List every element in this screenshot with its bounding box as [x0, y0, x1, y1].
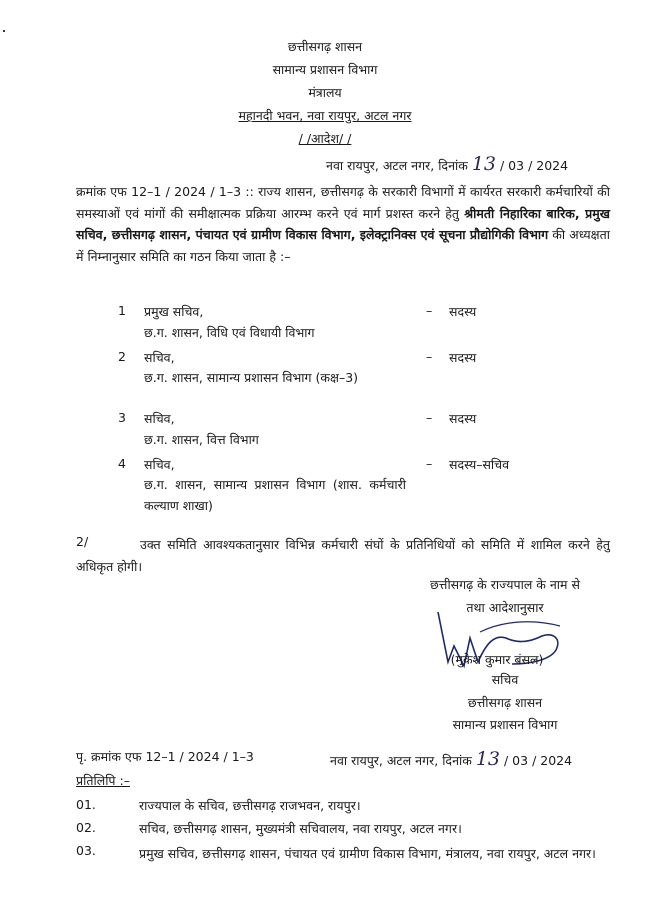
member-number: 3: [118, 410, 126, 425]
copy-to-label: प्रतिलिपि :–: [76, 773, 130, 788]
endorsement-date-suffix: / 03 / 2024: [504, 753, 573, 768]
member-number: 4: [118, 456, 126, 471]
order-title: / /आदेश/ /: [298, 131, 352, 146]
copy-item-number: 02.: [76, 820, 96, 835]
header-ministry: मंत्रालय: [308, 85, 342, 100]
date-day-handwritten: 13: [471, 153, 497, 175]
member-title: सचिव,: [144, 350, 175, 365]
copy-item-text: राज्यपाल के सचिव, छत्तीसगढ़ राजभवन, रायपुर।: [139, 798, 361, 813]
member-dash: –: [426, 456, 433, 471]
date-prefix: नवा रायपुर, अटल नगर, दिनांक: [326, 158, 468, 173]
member-role: सदस्य: [449, 411, 477, 426]
member-title: प्रमुख सचिव,: [144, 304, 204, 319]
signatory-govt: छत्तीसगढ़ शासन: [467, 695, 543, 710]
para2-number: 2/: [76, 534, 89, 549]
member-department: छ.ग. शासन, विधि एवं विधायी विभाग: [144, 325, 315, 340]
endorsement-date: [330, 748, 572, 770]
header-department: सामान्य प्रशासन विभाग: [272, 62, 378, 77]
member-role: सदस्य–सचिव: [449, 457, 510, 472]
date-suffix: / 03 / 2024: [500, 158, 569, 173]
member-department: छ.ग. शासन, वित्त विभाग: [144, 432, 259, 447]
signatory-name: (मुकेश कुमार बंसल): [450, 652, 544, 667]
header-address: महानदी भवन, नवा रायपुर, अटल नगर: [238, 108, 412, 123]
order-text-part2: की अध्यक्षता में निम्नानुसार समिति का गठन किया जाता है :–: [76, 227, 610, 264]
endorsement-day-handwritten: 13: [475, 748, 501, 770]
signature-order: तथा आदेशानुसार: [466, 600, 544, 615]
member-number: 1: [118, 303, 126, 318]
copy-item-text: सचिव, छत्तीसगढ़ शासन, मुख्यमंत्री सचिवालय, नवा रायपुर, अटल नगर।: [139, 821, 462, 836]
order-text-part1: :: राज्य शासन, छत्तीसगढ़ के सरकारी विभागों में कार्यरत सरकारी कर्मचारियों की समस्याओं एवं मांगों की समीक्षात्मक प्रक्रिया आरम्भ करने एवं मार्ग प्रशस्त करने हेतु: [76, 184, 610, 221]
member-role: सदस्य: [449, 304, 477, 319]
endorsement-ref: पृ. क्रमांक एफ 12–1 / 2024 / 1–3: [76, 749, 254, 764]
scan-speck: [3, 30, 5, 32]
order-chair-bold: श्रीमती निहारिका बारिक, प्रमुख सचिव, छत्तीसगढ़ शासन, पंचायत एवं ग्रामीण विकास विभाग, इलेक्ट्रानिक्स एवं सूचना प्रौद्योगिकी विभाग: [76, 205, 610, 242]
member-title: सचिव,: [144, 411, 175, 426]
member-number: 2: [118, 349, 126, 364]
member-title: सचिव,: [144, 457, 175, 472]
member-dash: –: [426, 410, 433, 425]
order-ref: क्रमांक एफ 12–1 / 2024 / 1–3: [76, 184, 242, 199]
copy-item-number: 01.: [76, 797, 96, 812]
order-date: [326, 153, 568, 175]
order-paragraph: [76, 181, 610, 267]
endorsement-date-prefix: नवा रायपुर, अटल नगर, दिनांक: [330, 753, 472, 768]
copy-item-number: 03.: [76, 843, 96, 858]
signature-authority: छत्तीसगढ़ के राज्यपाल के नाम से: [430, 577, 580, 592]
signatory-department: सामान्य प्रशासन विभाग: [452, 717, 558, 732]
member-dash: –: [426, 303, 433, 318]
member-role: सदस्य: [449, 350, 477, 365]
member-dash: –: [426, 349, 433, 364]
header-govt: छत्तीसगढ़ शासन: [287, 39, 363, 54]
member-department: छ.ग. शासन, सामान्य प्रशासन विभाग (शास. कर्मचारी कल्याण शाखा): [144, 477, 406, 513]
signatory-designation: सचिव: [491, 672, 519, 687]
para2-text: उक्त समिति आवश्यकतानुसार विभिन्न कर्मचारी संघों के प्रतिनिधियों को समिति में शामिल करने हेतु अधिकृत होगी।: [76, 537, 610, 574]
member-department: छ.ग. शासन, सामान्य प्रशासन विभाग (कक्ष–3): [144, 370, 359, 385]
copy-item-text: प्रमुख सचिव, छत्तीसगढ़ शासन, पंचायत एवं ग्रामीण विकास विभाग, मंत्रालय, नवा रायपुर, अटल नगर।: [139, 846, 596, 861]
